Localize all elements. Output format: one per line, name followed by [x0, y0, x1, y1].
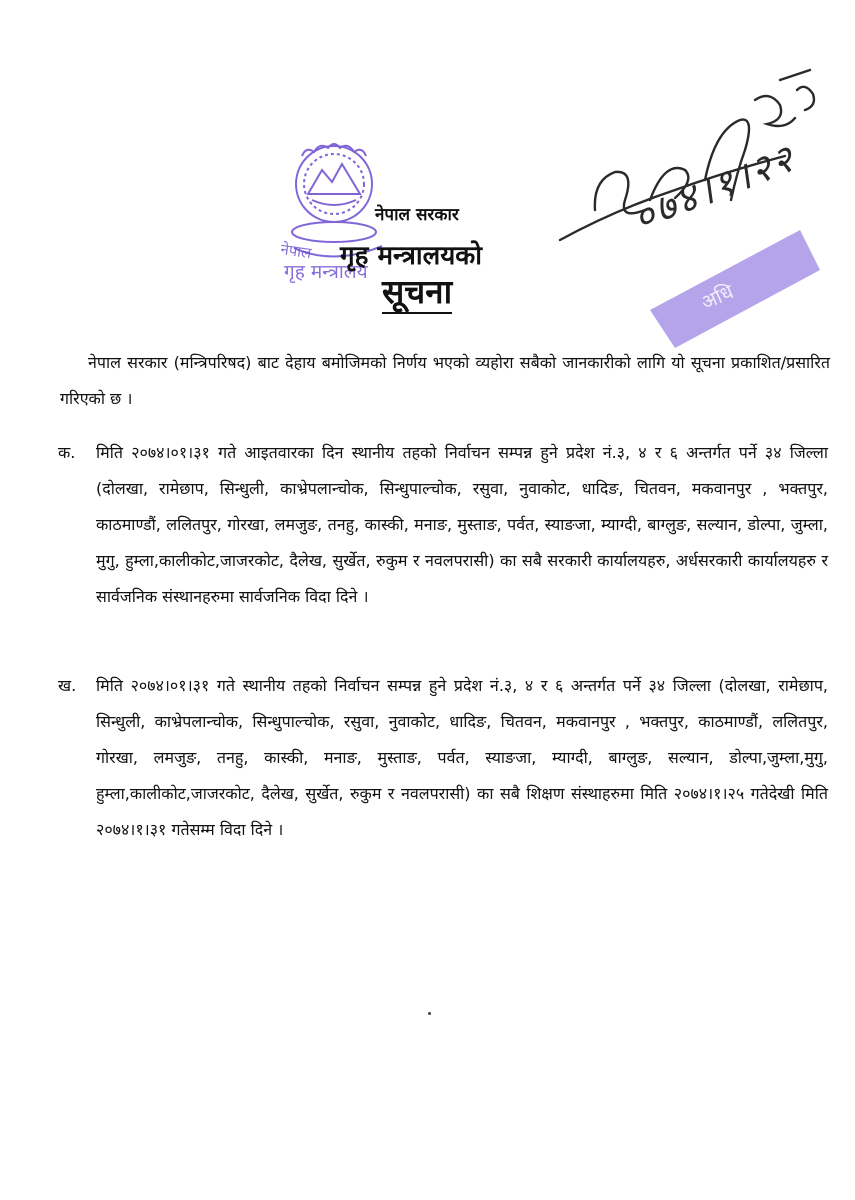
item-label: ख. — [58, 676, 77, 695]
notice-header — [300, 200, 560, 330]
signature-block — [555, 60, 825, 350]
list-item — [58, 668, 828, 848]
item-text: मिति २०७४।०१।३१ गते आइतवारका दिन स्थानीय तहको निर्वाचन सम्पन्न हुने प्रदेश नं.३, ४ र ६ अन्तर्गत पर्ने ३४ जिल्ला (दोलखा, रामेछाप, सिन्धुली, काभ्रेपलान्चोक, सिन्धुपाल्चोक, रसुवा, नुवाकोट, धादिङ, चितवन, मकवानपुर , भक्तपुर, काठमाण्डौं, ललितपुर, गोरखा, लमजुङ, तनहु, कास्की, मनाङ, मुस्ताङ, पर्वत, स्याङजा, म्याग्दी, बाग्लुङ, सल्यान, डोल्पा, जुम्ला, मुगु, हुम्ला,कालीकोट,जाजरकोट, दैलेख, सुर्खेत, रुकुम र नवलपरासी) का सबै सरकारी कार्यालयहरु, अर्धसरकारी कार्यालयहरु र सार्वजनिक संस्थानहरुमा सार्वजनिक विदा दिने । — [96, 443, 828, 606]
svg-text:अधि: अधि — [697, 279, 737, 315]
svg-text:गृह मन्त्रालय: गृह मन्त्रालय — [284, 261, 368, 283]
intro-paragraph: नेपाल सरकार (मन्त्रिपरिषद) बाट देहाय बमोजिमको निर्णय भएको व्यहोरा सबैको जानकारीको लागि यो सूचना प्रकाशित/प्रसारित गरिएको छ । — [60, 353, 830, 408]
page-title: सूचना — [382, 274, 452, 314]
svg-text:नेपाल: नेपाल — [279, 240, 313, 263]
item-text: मिति २०७४।०१।३१ गते स्थानीय तहको निर्वाचन सम्पन्न हुने प्रदेश नं.३, ४ र ६ अन्तर्गत पर्ने ३४ जिल्ला (दोलखा, रामेछाप, सिन्धुली, काभ्रेपलान्चोक, सिन्धुपाल्चोक, रसुवा, नुवाकोट, धादिङ, चितवन, मकवानपुर , भक्तपुर, काठमाण्डौं, ललितपुर, गोरखा, लमजुङ, तनहु, कास्की, मनाङ, मुस्ताङ, पर्वत, स्याङजा, म्याग्दी, बाग्लुङ, सल्यान, डोल्पा,जुम्ला,मुगु, हुम्ला,कालीकोट,जाजरकोट, दैलेख, सुर्खेत, रुकुम र नवलपरासी) का सबै शिक्षण संस्थाहरुमा मिति २०७४।१।२५ गतेदेखी मिति २०७४।१।३१ गतेसम्म विदा दिने । — [96, 676, 828, 839]
signature-date: ०७४।१।२२ — [626, 135, 803, 241]
government-name: नेपाल सरकार — [375, 205, 459, 225]
scan-speck — [428, 1012, 431, 1015]
ministry-name: गृह मन्त्रालयको — [340, 241, 482, 271]
list-item — [58, 435, 828, 615]
item-label: क. — [58, 443, 76, 462]
